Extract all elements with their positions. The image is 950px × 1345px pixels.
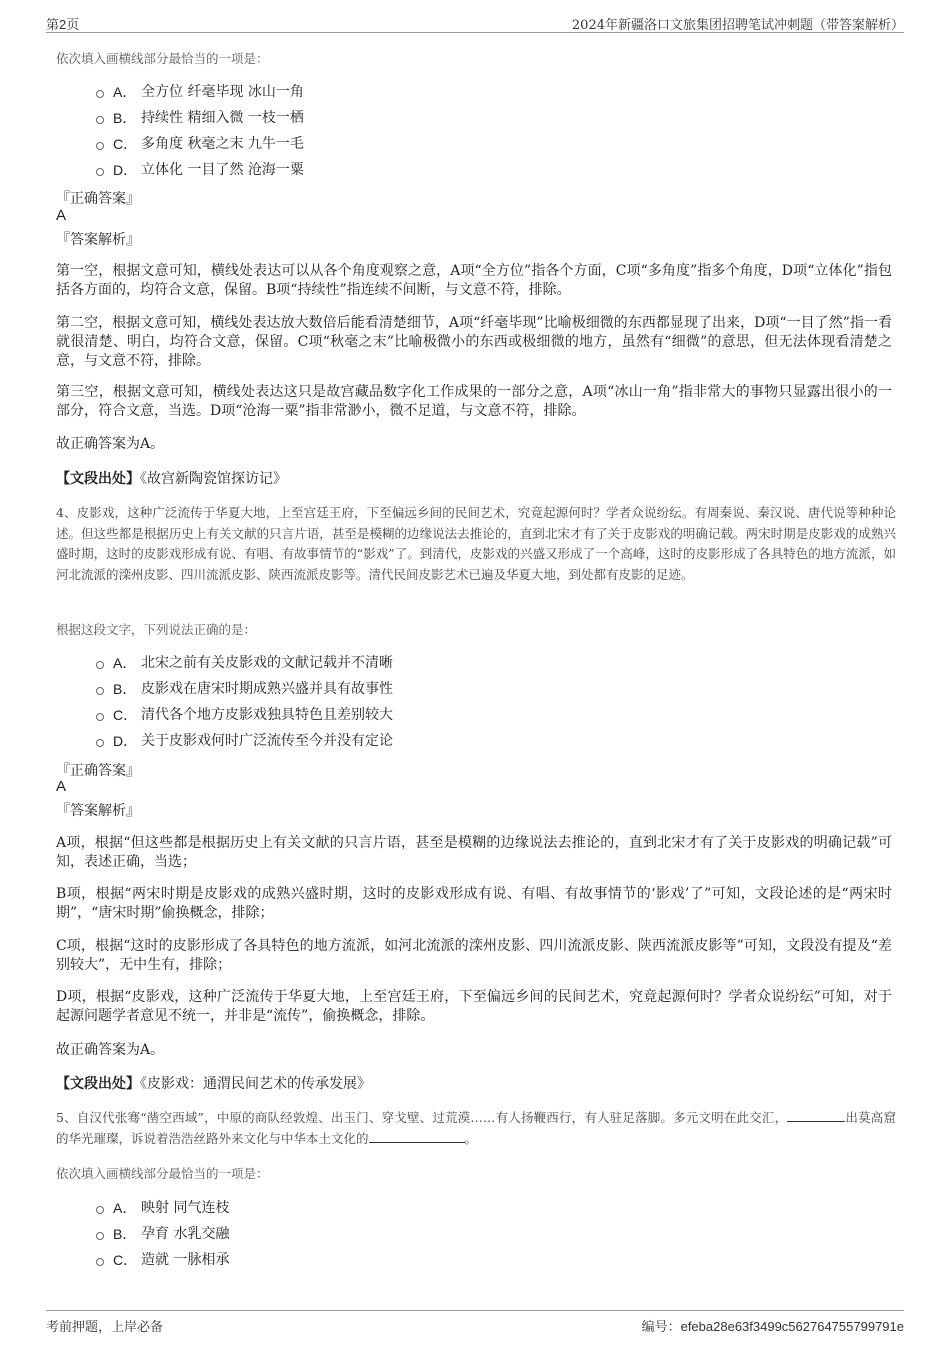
q5-option-a[interactable]: A． 映射 同气连枝	[96, 1195, 229, 1221]
q5-prompt: 依次填入画横线部分最恰当的一项是：	[56, 1166, 269, 1181]
footer-slogan: 考前押题，上岸必备	[46, 1320, 164, 1335]
document-code: 编号：efeba28e63f3499c562764755799791e	[641, 1319, 904, 1335]
q4-option-d[interactable]: D． 关于皮影戏何时广泛流传至今并没有定论	[96, 728, 393, 754]
q5-options	[96, 1195, 229, 1273]
q4-option-b[interactable]: B． 皮影戏在唐宋时期成熟兴盛并具有故事性	[96, 676, 393, 702]
q4-analysis-c: C项，根据“这时的皮影形成了各具特色的地方流派，如河北流派的滦州皮影、四川流派皮影、陕西流派皮影等”可知，文段没有提及“差别较大”，无中生有，排除；	[56, 938, 892, 973]
q4-answer-label: 『正确答案』	[56, 763, 140, 779]
radio-icon[interactable]	[96, 1206, 104, 1214]
radio-icon[interactable]	[96, 116, 104, 124]
q4-analysis-label: 『答案解析』	[56, 803, 140, 819]
q4-options	[96, 650, 393, 754]
q3-conclusion: 故正确答案为A。	[56, 436, 165, 452]
q3-answer: A	[56, 207, 67, 224]
radio-icon[interactable]	[96, 739, 104, 747]
blank-2	[369, 1130, 465, 1143]
q4-text: 4、皮影戏，这种广泛流传于华夏大地，上至宫廷王府，下至偏远乡间的民间艺术，究竟起源何时？学者众说纷纭。有周秦说、秦汉说、唐代说等种种论述。但这些都是根据历史上有关文献的只言片语，甚至是模糊的边缘说法去推论的，直到北宋才有了关于皮影戏的明确记载。两宋时期是皮影戏的成熟兴盛时期，这时的皮影戏形成有说、有唱、有故事情节的“影戏”了。到清代，皮影戏的兴盛又形成了一个高峰，这时的皮影形成了各具特色的地方流派，如河北流派的滦州皮影、四川流派皮影、陕西流派皮影等。清代民间皮影艺术已遍及华夏大地，到处都有皮影的足迹。	[56, 505, 896, 582]
q4-analysis-d: D项，根据“皮影戏，这种广泛流传于华夏大地，上至宫廷王府，下至偏远乡间的民间艺术，究竟起源何时？学者众说纷纭”可知，对于起源问题学者意见不统一，并非是“流传”，偷换概念，排除。	[56, 989, 892, 1024]
q3-options	[96, 79, 304, 183]
radio-icon[interactable]	[96, 687, 104, 695]
document-title: 2024年新疆洛口文旅集团招聘笔试冲刺题（带答案解析）	[571, 18, 904, 33]
page-number: 第2页	[46, 17, 80, 32]
q3-analysis-3: 第三空，根据文意可知，横线处表达这只是故宫藏品数字化工作成果的一部分之意，A项“冰山一角”指非常大的事物只显露出很小的一部分，符合文意，当选。D项“沧海一粟”指非常渺小，微不足道，与文意不符，排除。	[56, 384, 892, 419]
q4-analysis-b: B项，根据“两宋时期是皮影戏的成熟兴盛时期，这时的皮影戏形成有说、有唱、有故事情节的‘影戏’了”可知，文段论述的是“两宋时期”，“唐宋时期”偷换概念，排除；	[56, 886, 892, 921]
radio-icon[interactable]	[96, 661, 104, 669]
q4-conclusion: 故正确答案为A。	[56, 1042, 165, 1058]
q5-option-c[interactable]: C． 造就 一脉相承	[96, 1247, 229, 1273]
radio-icon[interactable]	[96, 168, 104, 176]
page-footer	[46, 1310, 904, 1333]
radio-icon[interactable]	[96, 713, 104, 721]
blank-1	[787, 1109, 845, 1122]
radio-icon[interactable]	[96, 142, 104, 150]
q4-source: 【文段出处】《皮影戏：通渭民间艺术的传承发展》	[56, 1076, 371, 1092]
q3-option-a[interactable]: A． 全方位 纤毫毕现 冰山一角	[96, 79, 304, 105]
q4-option-c[interactable]: C． 清代各个地方皮影戏独具特色且差别较大	[96, 702, 393, 728]
radio-icon[interactable]	[96, 90, 104, 98]
q5-option-b[interactable]: B． 孕育 水乳交融	[96, 1221, 229, 1247]
radio-icon[interactable]	[96, 1258, 104, 1266]
q4-answer: A	[56, 778, 67, 795]
q3-analysis-1: 第一空，根据文意可知，横线处表达可以从各个角度观察之意，A项“全方位”指各个方面，C项“多角度”指多个角度，D项“立体化”指包括各方面的，均符合文意，保留。B项“持续性”指连续不间断，与文意不符，排除。	[56, 263, 892, 298]
page-header	[46, 12, 904, 33]
q4-analysis-a: A项，根据“但这些都是根据历史上有关文献的只言片语，甚至是模糊的边缘说法去推论的，直到北宋才有了关于皮影戏的明确记载”可知，表述正确，当选；	[56, 835, 892, 870]
q4-prompt: 根据这段文字，下列说法正确的是：	[56, 622, 257, 637]
q3-prompt: 依次填入画横线部分最恰当的一项是：	[56, 51, 269, 66]
q3-option-c[interactable]: C． 多角度 秋毫之末 九牛一毛	[96, 131, 304, 157]
radio-icon[interactable]	[96, 1232, 104, 1240]
q5-text: 5、自汉代张骞“凿空西域”，中原的商队经敦煌、出玉门、穿戈壁、过荒漠……有人扬鞭西行，有人驻足落脚。多元文明在此交汇， 出莫高窟的华光璀璨，诉说着浩浩丝路外来文化与中华本土文化的 。	[56, 1110, 896, 1146]
q3-option-b[interactable]: B． 持续性 精细入微 一枝一栖	[96, 105, 304, 131]
q3-source: 【文段出处】《故宫新陶瓷馆探访记》	[56, 471, 287, 487]
q3-option-d[interactable]: D． 立体化 一目了然 沧海一粟	[96, 157, 304, 183]
q3-answer-label: 『正确答案』	[56, 191, 140, 207]
q3-analysis-2: 第二空，根据文意可知，横线处表达放大数倍后能看清楚细节，A项“纤毫毕现”比喻极细微的东西都显现了出来，D项“一目了然”指一看就很清楚、明白，均符合文意，保留。C项“秋毫之末”比喻极微小的东西或极细微的地方，虽然有“细微”的意思，但无法体现看清楚之意，与文意不符，排除。	[56, 315, 892, 369]
q4-option-a[interactable]: A． 北宋之前有关皮影戏的文献记载并不清晰	[96, 650, 393, 676]
q3-analysis-label: 『答案解析』	[56, 232, 140, 248]
